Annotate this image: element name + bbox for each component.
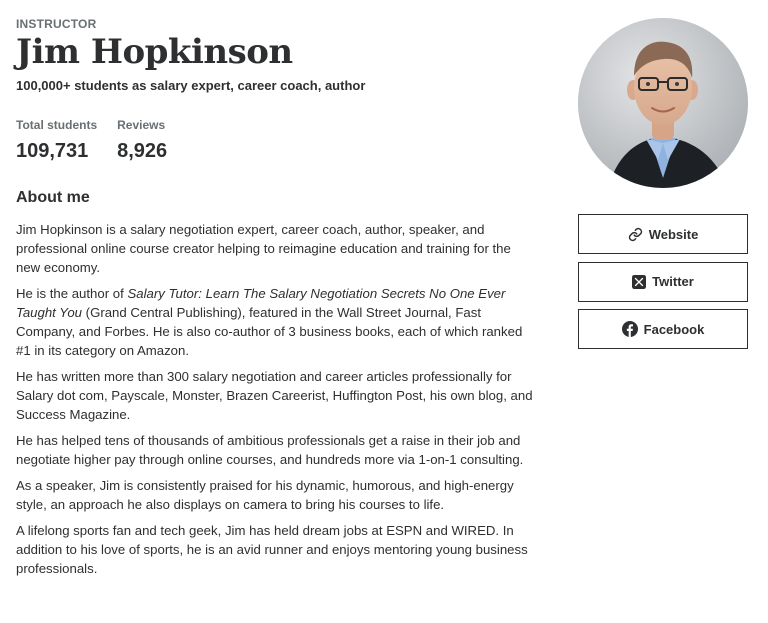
stat-reviews [117, 117, 167, 164]
facebook-icon [622, 321, 638, 337]
instructor-profile [16, 16, 536, 585]
bio-text: (Grand Central Publishing), featured in the Wall Street Journal, Fast Company, and Forbes. He is also co-author of 3 business books, each of which ranked #1 in its category on Amazon. [16, 305, 523, 358]
bio-paragraph: Jim Hopkinson is a salary negotiation expert, career coach, author, speaker, and professional online course creator helping to reimagine education and training for the new economy. [16, 222, 511, 275]
bio-paragraph: He has written more than 300 salary negotiation and career articles professionally for Salary dot com, Payscale, Monster, Brazen Careerist, Huffington Post, his own blog, and Success Magazine. [16, 369, 533, 422]
instructor-avatar [578, 18, 748, 188]
stat-label: Reviews [117, 118, 166, 132]
social-links [578, 214, 748, 357]
about-heading: About me [16, 189, 90, 206]
link-icon [628, 227, 643, 242]
x-logo-icon [632, 275, 646, 289]
stat-value: 109,731 [16, 140, 89, 162]
bio-text: He is the author of [16, 286, 128, 301]
website-button[interactable] [578, 214, 748, 254]
bio-paragraph: As a speaker, Jim is consistently praised for his dynamic, humorous, and high-energy style, an approach he also displays on camera to bring his courses to life. [16, 478, 514, 512]
instructor-headline: 100,000+ students as salary expert, career coach, author [16, 78, 366, 93]
instructor-name: Jim Hopkinson [16, 32, 293, 72]
stat-label: Total students [16, 118, 98, 132]
twitter-button[interactable] [578, 262, 748, 302]
eyebrow-label: INSTRUCTOR [16, 17, 97, 31]
book-title: Salary Tutor: Learn The Salary Negotiation Secrets No One Ever Taught You [16, 286, 506, 320]
stat-value: 8,926 [117, 140, 168, 162]
stats-row [16, 117, 536, 164]
bio-paragraph: He has helped tens of thousands of ambitious professionals get a raise in their job and negotiate higher pay through online courses, and hundreds more via 1-on-1 consulting. [16, 433, 524, 467]
bio-paragraph: A lifelong sports fan and tech geek, Jim has held dream jobs at ESPN and WIRED. In addition to his love of sports, he is an avid runner and enjoys mentoring young business professionals. [16, 523, 528, 576]
bio-paragraph [16, 284, 536, 360]
facebook-label: Facebook [643, 321, 705, 337]
twitter-label: Twitter [652, 274, 694, 289]
avatar-photo [578, 18, 748, 188]
stat-total-students [16, 117, 97, 164]
website-label: Website [648, 226, 699, 242]
facebook-button[interactable] [578, 309, 748, 349]
about-bio [16, 220, 536, 578]
